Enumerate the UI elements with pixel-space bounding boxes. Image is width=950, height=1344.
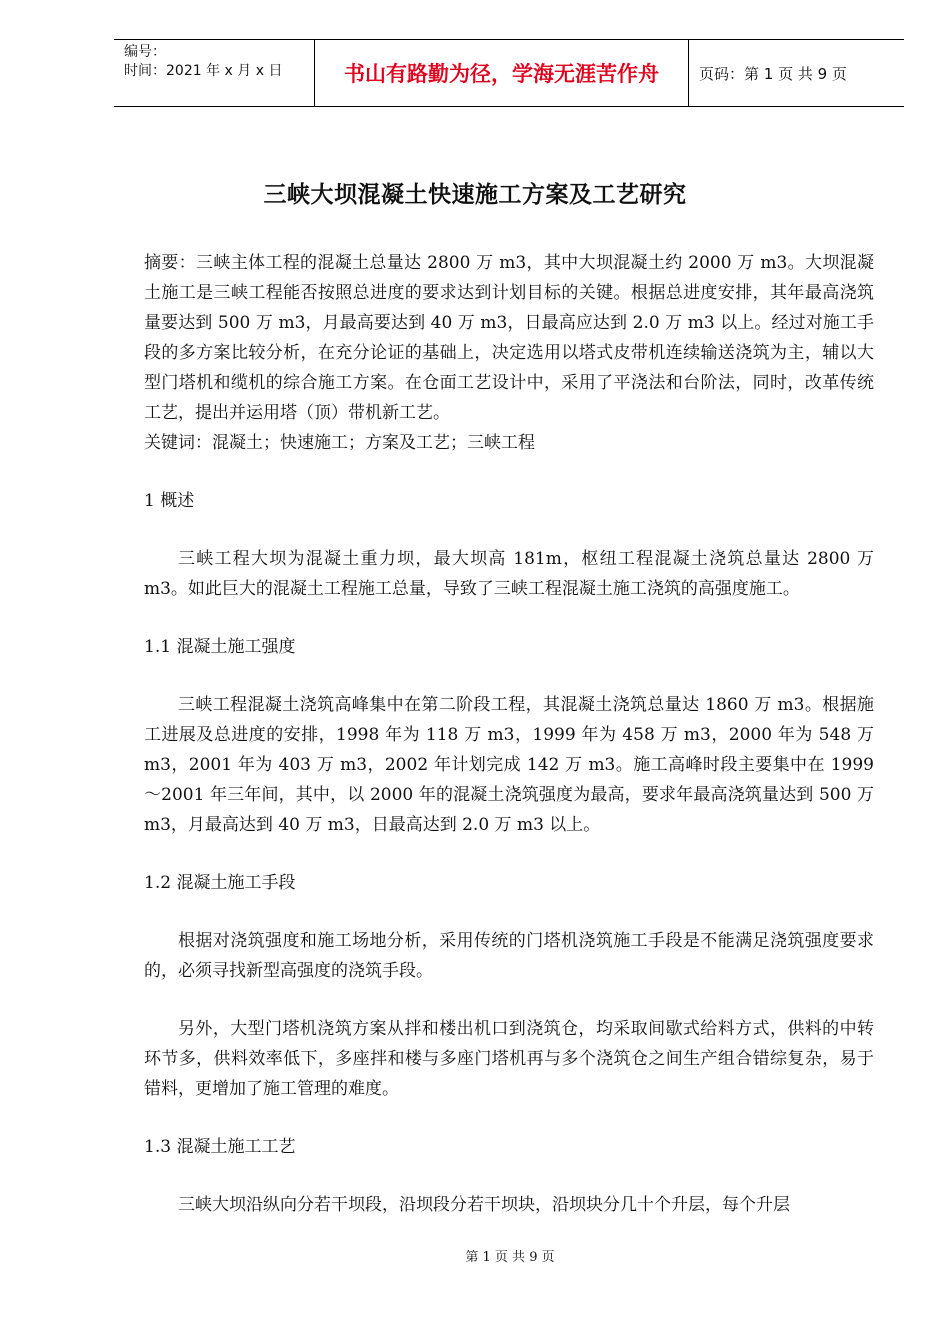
section-1-1-heading: 1.1 混凝土施工强度: [144, 637, 296, 657]
section-1-2-paragraph-2: 另外，大型门塔机浇筑方案从拌和楼出机口到浇筑仓，均采取间歇式给料方式，供料的中转环节多，供料效率低下，多座拌和楼与多座门塔机再与多个浇筑仓之间生产组合错综复杂，易于错料，更增加了施工管理的难度。: [144, 1019, 874, 1099]
document-body: [144, 248, 874, 1220]
section-1-paragraph: 三峡工程大坝为混凝土重力坝，最大坝高 181m，枢纽工程混凝土浇筑总量达 2800 万 m3。如此巨大的混凝土工程施工总量，导致了三峡工程混凝土施工浇筑的高强度施工。: [144, 549, 874, 599]
section-1-3-paragraph: 三峡大坝沿纵向分若干坝段，沿坝段分若干坝块，沿坝块分几十个升层，每个升层: [178, 1195, 790, 1215]
header-page-info: 页码：第 1 页 共 9 页: [699, 64, 847, 83]
section-1-1-paragraph: 三峡工程混凝土浇筑高峰集中在第二阶段工程，其混凝土浇筑总量达 1860 万 m3。根据施工进展及总进度的安排，1998 年为 118 万 m3，1999 年为 458 万 m3，2000 年为 548 万 m3，2001 年为 403 万 m3，2002 年计划完成 142 万 m3。施工高峰时段主要集中在 1999～2001 年三年间，其中，以 2000 年的混凝土浇筑强度为最高，要求年最高浇筑量达到 500 万 m3，月最高达到 40 万 m3，日最高达到 2.0 万 m3 以上。: [144, 695, 874, 835]
section-1-2-heading: 1.2 混凝土施工手段: [144, 873, 296, 893]
section-1-2-paragraph-1: 根据对浇筑强度和施工场地分析，采用传统的门塔机浇筑施工手段是不能满足浇筑强度要求的，必须寻找新型高强度的浇筑手段。: [144, 931, 874, 981]
time-label: 时间：2021 年 x 月 x 日: [124, 63, 283, 79]
keywords-paragraph: 关键词：混凝土；快速施工；方案及工艺；三峡工程: [144, 433, 535, 453]
page-header: [114, 39, 904, 107]
abstract-paragraph: 摘要：三峡主体工程的混凝土总量达 2800 万 m3，其中大坝混凝土约 2000 万 m3。大坝混凝土施工是三峡工程能否按照总进度的要求达到计划目标的关键。根据总进度安排，其年最高浇筑量要达到 500 万 m3，月最高要达到 40 万 m3，日最高应达到 2.0 万 m3 以上。经过对施工手段的多方案比较分析，在充分论证的基础上，决定选用以塔式皮带机连续输送浇筑为主，辅以大型门塔机和缆机的综合施工方案。在仓面工艺设计中，采用了平浇法和台阶法，同时，改革传统工艺，提出并运用塔（顶）带机新工艺。: [144, 253, 874, 423]
page-footer: 第 1 页 共 9 页: [465, 1250, 555, 1265]
section-1-heading: 1 概述: [144, 491, 195, 511]
code-label: 编号：: [124, 44, 166, 60]
section-1-3-heading: 1.3 混凝土施工工艺: [144, 1137, 296, 1157]
header-meta: [114, 40, 315, 106]
document-title: 三峡大坝混凝土快速施工方案及工艺研究: [263, 181, 687, 208]
header-motto: 书山有路勤为径，学海无涯苦作舟: [315, 40, 689, 106]
